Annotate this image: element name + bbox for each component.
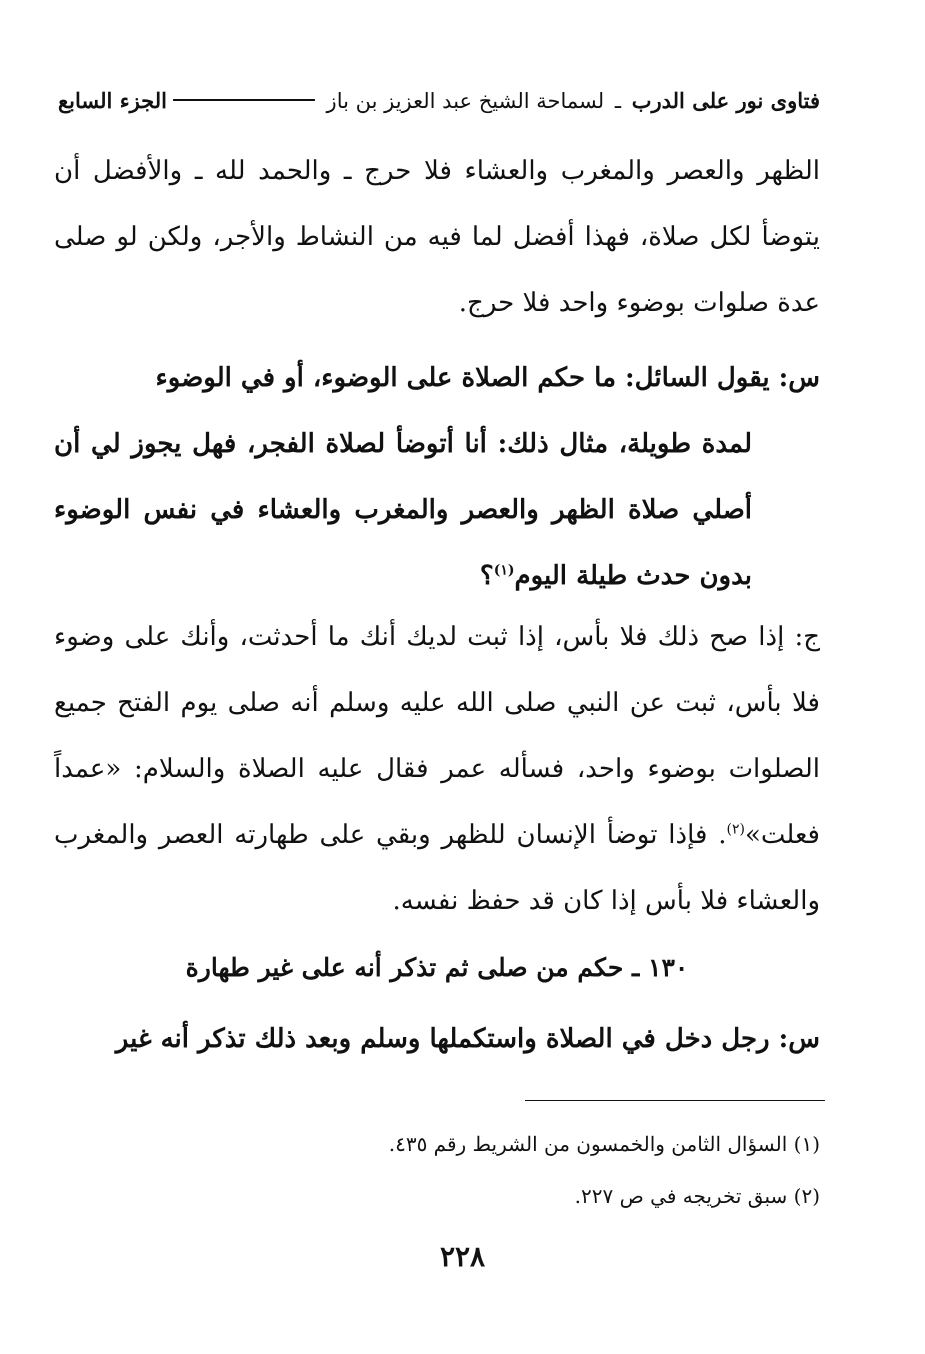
running-header (58, 80, 820, 120)
question-2: س: رجل دخل في الصلاة واستكملها وسلم وبعد ذلك تذكر أنه غير (115, 1024, 820, 1054)
footnote-ref-1[interactable]: (١) (493, 562, 515, 579)
header-separator: ـ (614, 88, 622, 113)
answer-1-text-after: . فإذا توضأ الإنسان للظهر وبقي على طهارته العصر والمغرب والعشاء فلا بأس إذا كان قد حفظ نفسه. (54, 820, 820, 916)
footnote-divider (525, 1100, 825, 1101)
footnote-2: (٢) سبق تخريجه في ص ٢٢٧. (574, 1184, 820, 1208)
header-left-group (321, 88, 820, 113)
question-1-lead: س: يقول السائل: ما حكم الصلاة على الوضوء، أو في الوضوء (155, 363, 820, 393)
footnote-1: (١) السؤال الثامن والخمسون من الشريط رقم ٤٣٥. (388, 1132, 820, 1156)
book-title: فتاوى نور على الدرب (631, 87, 820, 113)
section-heading (54, 938, 820, 998)
answer-1 (54, 604, 820, 934)
question-1-rest-block (54, 411, 752, 609)
author-name: لسماحة الشيخ عبد العزيز بن باز (326, 88, 605, 113)
footnote-ref-2[interactable]: (٢) (726, 821, 745, 838)
answer-1-text-before: ج: إذا صح ذلك فلا بأس، إذا ثبت لديك أنك ما أحدثت، وأنك على وضوء فلا بأس، ثبت عن النبي صلى الله عليه وسلم أنه صلى يوم الفتح جميع الصلوات بوضوء واحد، فسأله عمر فقال عليه الصلاة والسلام: «عمداً فعلت» (54, 622, 820, 850)
volume-label: الجزء السابع (58, 87, 167, 113)
question-1 (54, 345, 820, 609)
page-number: ٢٢٨ (439, 1240, 486, 1273)
section-dash: ـ (632, 953, 640, 982)
section-number: ١٣٠ (648, 953, 689, 982)
question-1-end: ؟ (479, 561, 494, 591)
section-title-text: حكم من صلى ثم تذكر أنه على غير طهارة (185, 953, 624, 982)
question-1-rest: لمدة طويلة، مثال ذلك: أنا أتوضأ لصلاة الفجر، فهل يجوز لي أن أصلي صلاة الظهر والعصر والمغرب والعشاء في نفس الوضوء بدون حدث طيلة اليوم (54, 429, 752, 591)
paragraph-continuation: الظهر والعصر والمغرب والعشاء فلا حرج ـ والحمد لله ـ والأفضل أن يتوضأ لكل صلاة، فهذا أفضل لما فيه من النشاط والأجر، ولكن لو صلى عدة صلوات بوضوء واحد فلا حرج. (54, 156, 820, 318)
footnotes (54, 1118, 820, 1222)
header-rule (173, 99, 315, 101)
